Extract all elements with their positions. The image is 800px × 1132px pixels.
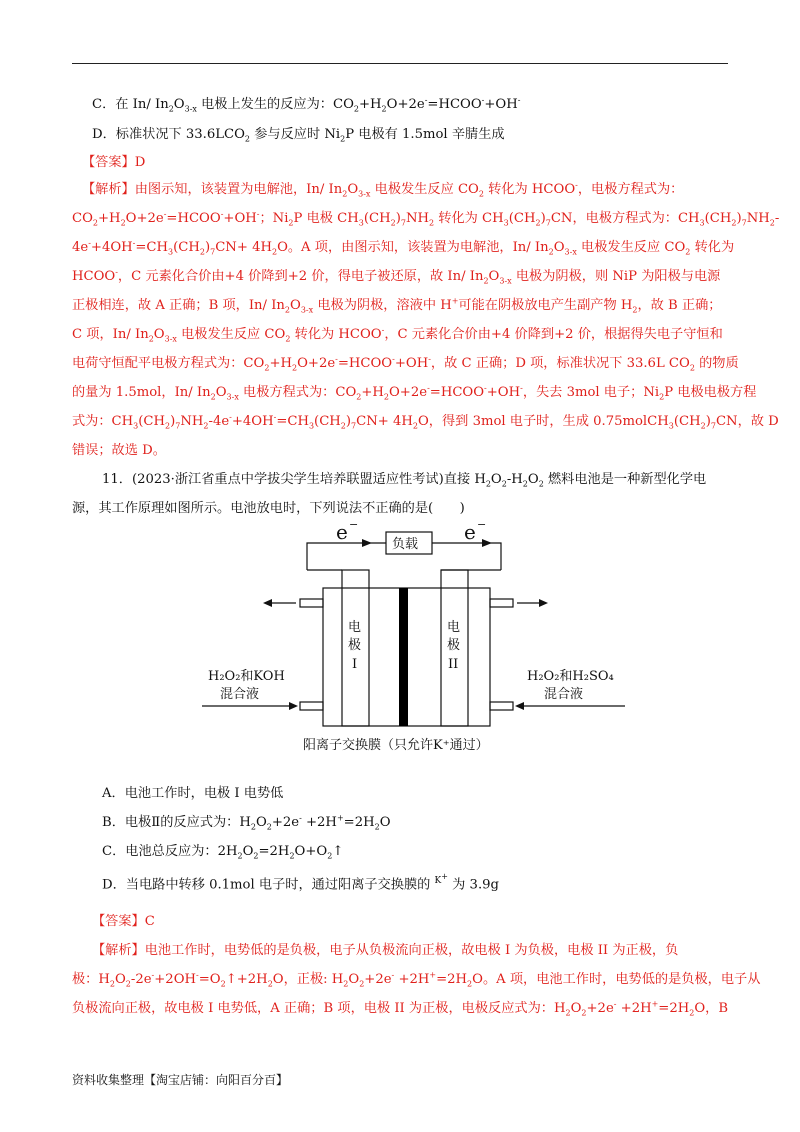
text-line-answer-11: 【答案】C	[92, 914, 155, 929]
outflow-arrow-left	[263, 599, 272, 607]
text-line-opt-a: A．电池工作时，电极 I 电势低	[102, 786, 284, 801]
text-line-exp10-8: 的量为 1.5mol，In/ $In_2O_{3-x}$ 电极方程式为：$CO_2+H_2O+2e^-=HCOO^-+OH^-$，失去 3mol 电子；$Ni_2P$ 电极电极方程	[72, 383, 757, 402]
footer-source: 资料收集整理【淘宝店铺：向阳百分百】	[72, 1073, 289, 1087]
text-line-q11-2: 源，其工作原理如图所示。电池放电时，下列说法不正确的是( )	[72, 501, 465, 516]
left-solution-line1: H₂O₂和KOH	[208, 669, 285, 684]
text-line-exp10-2: $CO_2+H_2O+2e^-=HCOO^-+OH^-$；$Ni_2P$ 电极 $CH_3(CH_2)_7NH_2$ 转化为 $CH_3(CH_2)_7CN$，电极方程式为：$CH_3(CH_2)_7NH_2-$	[72, 209, 780, 228]
text-line-exp10-9: 式为：$CH_3(CH_2)_7NH_2-4e^-+4OH^-=CH_3(CH_2)_7CN+ 4H_2O$，得到 3mol 电子时，生成 $0.75molCH_3(CH_2)_7CN$，故 D	[72, 412, 779, 431]
text-line-opt-d: D．当电路中转移 0.1mol 电子时，通过阳离子交换膜的 $^{K^+}$ 为 3.9g	[102, 872, 499, 893]
text-line-exp10-10: 错误；故选 D。	[72, 443, 166, 458]
text-line-d-opt: D．标准状况下 $33.6LCO_2$ 参与反应时 $Ni_2P$ 电极有 1.5mol 辛腈生成	[92, 127, 505, 144]
electron-left-sup: −	[349, 518, 359, 531]
inflow-arrow-right	[515, 702, 524, 710]
electron-right-label: e	[464, 520, 476, 544]
text-line-c-opt: C．在 In/ $In_2O_{3-x}$ 电极上发生的反应为：$CO_2+H_2O+2e^-=HCOO^-+OH^-$	[92, 95, 521, 114]
text-line-exp11-1: 【解析】电池工作时，电势低的是负极，电子从负极流向正极，故电极 I 为负极，电极 II 为正极，负	[92, 943, 679, 958]
electrode1-roman: I	[352, 657, 358, 672]
electron-right-sup: −	[477, 518, 487, 531]
text-line-exp10-7: 电荷守恒配平电极方程式为：$CO_2+H_2O+2e^-=HCOO^-+OH^-$，故 C 正确；D 项，标准状况下 33.6L $CO_2$ 的物质	[72, 354, 739, 373]
text-line-opt-b: B．电极Ⅱ的反应式为：$H_2O_2+2e^- +2H^+=2H_2O$	[102, 813, 391, 832]
outlet-tube-left	[300, 599, 323, 607]
inlet-tube-left	[300, 702, 323, 710]
text-line-exp10-1: 【解析】由图示知，该装置为电解池，In/ $In_2O_{3-x}$ 电极发生反应 $CO_2$ 转化为 HCOO-，电极方程式为：	[82, 180, 684, 199]
electrode2-char2: 极	[447, 638, 461, 653]
load-label: 负载	[392, 537, 419, 552]
outlet-tube-right	[490, 599, 513, 607]
text-line-exp11-3: 负极流向正极，故电极 I 电势低，A 正确；B 项，电极 II 为正极，电极反应式为：$H_2O_2+2e^- +2H^+=2H_2O$，B	[72, 999, 729, 1018]
text-line-exp10-5: 正极相连，故 A 正确；B 项，In/ $In_2O_{3-x}$ 电极为阴极，溶液中 H+可能在阴极放电产生副产物 $H_2$，故 B 正确；	[72, 296, 722, 315]
electron-left-label: e	[336, 520, 348, 544]
circuit-arrow-right	[482, 539, 492, 547]
electrode2-char1: 电	[447, 620, 461, 635]
electrode1-char1: 电	[348, 620, 362, 635]
text-line-q11-1: 11．(2023·浙江省重点中学拔尖学生培养联盟适应性考试)直接 $H_2O_2-H_2O_2$ 燃料电池是一种新型化学电	[102, 472, 707, 489]
circuit-arrow-left	[362, 539, 372, 547]
text-line-exp10-4: HCOO-，C 元素化合价由+4 价降到+2 价，得电子被还原，故 In/ $In_2O_{3-x}$ 电极为阴极，则 NiP 为阳极与电源	[72, 267, 721, 286]
inlet-tube-right	[490, 702, 513, 710]
text-line-exp10-3: $4e^-+4OH^-=CH_3(CH_2)_7CN+ 4H_2O$。A 项，由图示知，该装置为电解池，In/ $In_2O_{3-x}$ 电极发生反应 $CO_2$ 转化为	[72, 238, 735, 257]
text-line-opt-c: C．电池总反应为：$2H_2O_2=2H_2O+O_2↑$	[102, 844, 344, 861]
electrode2-roman: II	[448, 657, 459, 672]
electrode1-char2: 极	[348, 638, 362, 653]
right-solution-line1: H₂O₂和H₂SO₄	[527, 669, 614, 684]
text-line-exp11-2: 极：$H_2O_2-2e^-+2OH^-=O_2↑+2H_2O$，正极: $H_2O_2+2e^- +2H^+=2H_2O$。A 项，电池工作时，电势低的是负极，电子从	[72, 970, 761, 989]
cation-exchange-membrane	[399, 588, 408, 726]
outflow-arrow-right	[539, 599, 548, 607]
inflow-arrow-left	[289, 702, 298, 710]
text-line-exp10-6: C 项，In/ $In_2O_{3-x}$ 电极发生反应 $CO_2$ 转化为 HCOO-，C 元素化合价由+4 价降到+2 价，根据得失电子守恒和	[72, 325, 723, 344]
left-solution-line2: 混合液	[220, 687, 260, 702]
text-line-answer-10: 【答案】D	[82, 155, 146, 170]
right-solution-line2: 混合液	[544, 687, 584, 702]
membrane-caption: 阳离子交换膜（只允许K⁺通过）	[303, 738, 489, 753]
